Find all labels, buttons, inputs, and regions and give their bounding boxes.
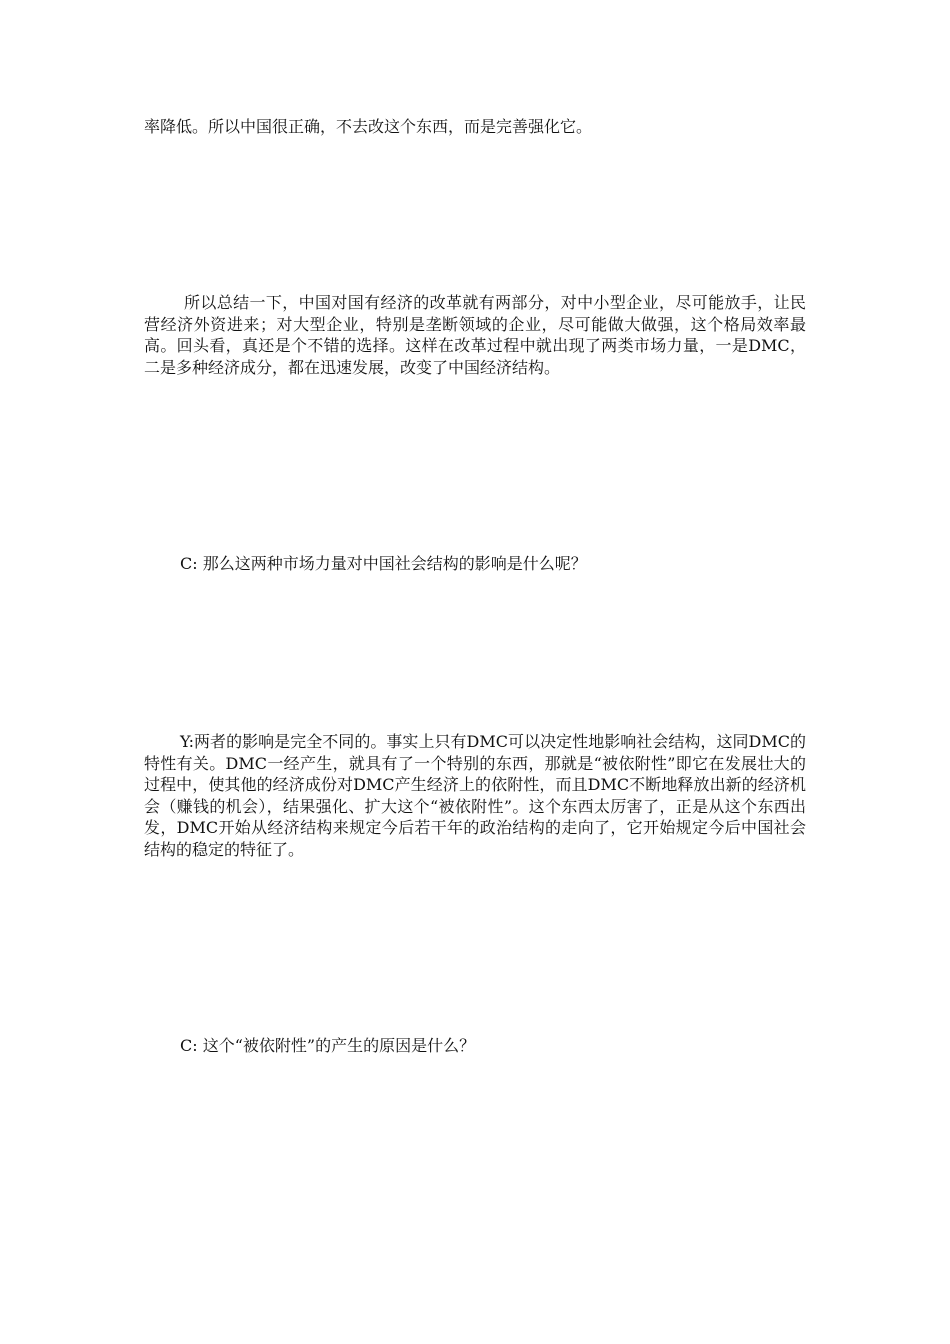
- paragraph-reform-summary: 所以总结一下，中国对国有经济的改革就有两部分，对中小型企业，尽可能放手，让民营经济外资进来；对大型企业，特别是垄断领域的企业，尽可能做大做强，这个格局效率最高。回头看，真还是个不错的选择。这样在改革过程中就出现了两类市场力量，一是DMC，二是多种经济成分，都在迅速发展，改变了中国经济结构。: [144, 293, 806, 377]
- paragraph-efficiency-conclusion: 率降低。所以中国很正确，不去改这个东西，而是完善强化它。: [144, 117, 593, 136]
- paragraph-answer-dependency: Y:两者的影响是完全不同的。事实上只有DMC可以决定性地影响社会结构，这同DMC的特性有关。DMC一经产生，就具有了一个特别的东西，那就是“被依附性”即它在发展壮大的过程中，使其他的经济成份对DMC产生经济上的依附性，而且DMC不断地释放出新的经济机会（赚钱的机会），结果强化、扩大这个“被依附性”。这个东西太厉害了，正是从这个东西出发，DMC开始从经济结构来规定今后若干年的政治结构的走向了，它开始规定今后中国社会结构的稳定的特征了。: [144, 732, 806, 859]
- paragraph-question-social-structure: C: 那么这两种市场力量对中国社会结构的影响是什么呢？: [180, 554, 587, 573]
- paragraph-question-dependency-cause: C: 这个“被依附性”的产生的原因是什么？: [180, 1036, 476, 1055]
